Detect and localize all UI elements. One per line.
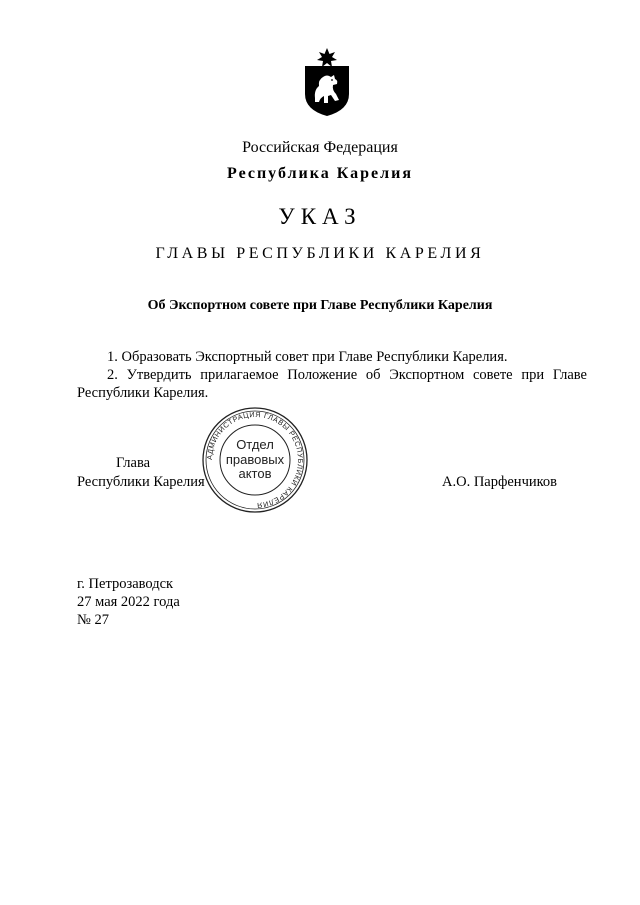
document-title: Об Экспортном совете при Главе Республики Карелия	[147, 298, 493, 313]
stamp-line-1: Отдел	[236, 437, 274, 452]
document-issuer: ГЛАВЫ РЕСПУБЛИКИ КАРЕЛИЯ	[155, 245, 485, 262]
document-type: УКАЗ	[278, 204, 362, 229]
coat-of-arms-emblem	[301, 46, 353, 118]
stamp-line-2: правовых	[225, 452, 285, 467]
signatory-title-line2: Республики Карелия	[77, 474, 205, 490]
country-name: Российская Федерация	[242, 139, 398, 156]
official-stamp	[200, 405, 310, 515]
signatory-name: А.О. Парфенчиков	[442, 474, 558, 490]
issue-place: г. Петрозаводск	[77, 576, 174, 592]
signatory-title-line1: Глава	[116, 455, 151, 471]
document-body	[77, 348, 587, 402]
issue-date: 27 мая 2022 года	[77, 594, 180, 610]
paragraph-1: 1. Образовать Экспортный совет при Главе Республики Карелия.	[107, 349, 508, 365]
paragraph-2: 2. Утвердить прилагаемое Положение об Экспортном совете при Главе Республики Карелия.	[77, 367, 587, 401]
stamp-line-3: актов	[238, 466, 272, 481]
republic-name: Республика Карелия	[227, 165, 413, 182]
document-number: № 27	[77, 612, 109, 628]
star-icon	[317, 48, 337, 67]
stamp-ring-text: АДМИНИСТРАЦИЯ ГЛАВЫ РЕСПУБЛИКИ КАРЕЛИЯ	[204, 409, 306, 511]
